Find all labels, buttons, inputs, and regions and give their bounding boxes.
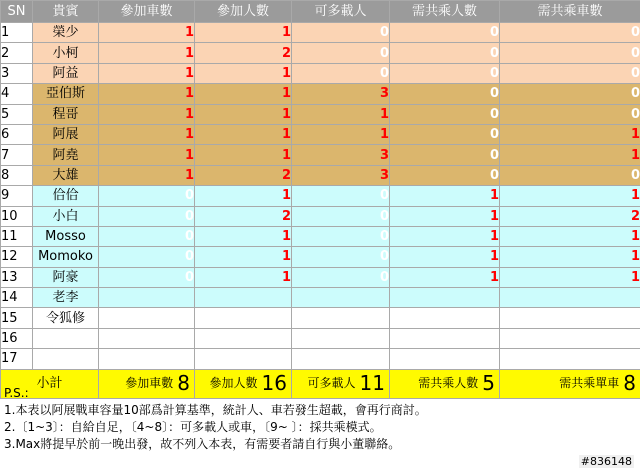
summary-people-value: 16 bbox=[261, 371, 287, 396]
cell-people[interactable] bbox=[195, 308, 292, 328]
summary-people-label: 參加人數 bbox=[209, 376, 258, 391]
header-extra-seats[interactable]: 可多載人 bbox=[292, 1, 390, 23]
cell-need-ride-people[interactable]: 1 bbox=[390, 186, 500, 206]
table-row bbox=[1, 84, 640, 104]
table-row bbox=[1, 247, 640, 267]
summary-cars-label: 參加車數 bbox=[125, 376, 174, 391]
cell-guest[interactable]: 小柯 bbox=[33, 43, 99, 63]
cell-cars[interactable]: 0 bbox=[99, 226, 195, 246]
cell-sn[interactable]: 3 bbox=[1, 63, 33, 83]
cell-cars[interactable]: 1 bbox=[99, 84, 195, 104]
summary-label[interactable]: 小計 bbox=[1, 369, 99, 398]
cell-extra-seats[interactable]: 0 bbox=[292, 206, 390, 226]
cell-guest[interactable]: 佮佮 bbox=[33, 186, 99, 206]
note-line-3: 3.Max將提早於前一晚出發，故不列入本表，有需要者請自行與小董聯絡。 bbox=[4, 437, 401, 451]
cell-sn[interactable]: 11 bbox=[1, 226, 33, 246]
cell-need-ride-cars[interactable]: 1 bbox=[500, 145, 640, 165]
cell-cars[interactable]: 1 bbox=[99, 104, 195, 124]
cell-extra-seats[interactable] bbox=[292, 328, 390, 348]
cell-cars[interactable]: 0 bbox=[99, 206, 195, 226]
cell-guest[interactable] bbox=[33, 349, 99, 369]
cell-people[interactable]: 1 bbox=[195, 104, 292, 124]
cell-cars[interactable]: 1 bbox=[99, 23, 195, 43]
cell-extra-seats[interactable] bbox=[292, 308, 390, 328]
cell-people[interactable]: 1 bbox=[195, 267, 292, 287]
cell-cars[interactable]: 1 bbox=[99, 145, 195, 165]
cell-need-ride-cars[interactable]: 1 bbox=[500, 247, 640, 267]
cell-need-ride-cars[interactable] bbox=[500, 349, 640, 369]
cell-cars[interactable]: 1 bbox=[99, 124, 195, 144]
cell-need-ride-cars[interactable]: 1 bbox=[500, 226, 640, 246]
table-row bbox=[1, 308, 640, 328]
cell-sn[interactable]: 15 bbox=[1, 308, 33, 328]
table-row bbox=[1, 165, 640, 185]
cell-need-ride-cars[interactable]: 0 bbox=[500, 23, 640, 43]
summary-need-people-value: 5 bbox=[482, 371, 495, 396]
table-row bbox=[1, 288, 640, 308]
table-row bbox=[1, 349, 640, 369]
cell-sn[interactable]: 16 bbox=[1, 328, 33, 348]
cell-sn[interactable]: 2 bbox=[1, 43, 33, 63]
cell-need-ride-cars[interactable]: 0 bbox=[500, 63, 640, 83]
cell-guest[interactable]: 阿展 bbox=[33, 124, 99, 144]
cell-extra-seats[interactable] bbox=[292, 288, 390, 308]
cell-need-ride-cars[interactable] bbox=[500, 288, 640, 308]
notes-title: P.S.: bbox=[4, 386, 29, 400]
cell-need-ride-cars[interactable] bbox=[500, 328, 640, 348]
cell-people[interactable] bbox=[195, 328, 292, 348]
cell-extra-seats[interactable]: 0 bbox=[292, 186, 390, 206]
summary-extra-value: 11 bbox=[359, 371, 385, 396]
cell-extra-seats[interactable]: 0 bbox=[292, 247, 390, 267]
cell-sn[interactable]: 4 bbox=[1, 84, 33, 104]
cell-need-ride-cars[interactable]: 0 bbox=[500, 43, 640, 63]
cell-guest[interactable]: 大雄 bbox=[33, 165, 99, 185]
cell-need-ride-cars[interactable]: 0 bbox=[500, 84, 640, 104]
cell-need-ride-people[interactable]: 0 bbox=[390, 165, 500, 185]
table-row bbox=[1, 23, 640, 43]
header-guest[interactable]: 貴賓 bbox=[33, 1, 99, 23]
cell-need-ride-people[interactable]: 0 bbox=[390, 43, 500, 63]
cell-guest[interactable]: 程哥 bbox=[33, 104, 99, 124]
cell-need-ride-people[interactable]: 1 bbox=[390, 247, 500, 267]
cell-extra-seats[interactable]: 1 bbox=[292, 124, 390, 144]
cell-need-ride-people[interactable]: 0 bbox=[390, 23, 500, 43]
cell-guest[interactable]: 小白 bbox=[33, 206, 99, 226]
note-line-1: 1.本表以阿展戰車容量10部爲計算基準，統計人、車若發生超載，會再行商討。 bbox=[4, 403, 427, 417]
header-need-ride-cars[interactable]: 需共乘車數 bbox=[500, 1, 640, 23]
cell-people[interactable] bbox=[195, 349, 292, 369]
cell-need-ride-cars[interactable] bbox=[500, 308, 640, 328]
cell-people[interactable]: 2 bbox=[195, 165, 292, 185]
header-row bbox=[1, 1, 640, 23]
header-cars[interactable]: 參加車數 bbox=[99, 1, 195, 23]
cell-people[interactable]: 1 bbox=[195, 23, 292, 43]
cell-people[interactable]: 1 bbox=[195, 145, 292, 165]
cell-people[interactable]: 1 bbox=[195, 226, 292, 246]
cell-extra-seats[interactable]: 0 bbox=[292, 226, 390, 246]
cell-cars[interactable] bbox=[99, 349, 195, 369]
cell-sn[interactable]: 17 bbox=[1, 349, 33, 369]
cell-guest[interactable]: 阿堯 bbox=[33, 145, 99, 165]
cell-guest[interactable]: 榮少 bbox=[33, 23, 99, 43]
cell-people[interactable]: 1 bbox=[195, 186, 292, 206]
cell-cars[interactable] bbox=[99, 288, 195, 308]
cell-need-ride-people[interactable] bbox=[390, 288, 500, 308]
header-sn[interactable]: SN bbox=[1, 1, 33, 23]
cell-need-ride-people[interactable]: 0 bbox=[390, 124, 500, 144]
cell-need-ride-people[interactable]: 0 bbox=[390, 63, 500, 83]
table-row bbox=[1, 104, 640, 124]
cell-need-ride-people[interactable]: 0 bbox=[390, 84, 500, 104]
cell-guest[interactable]: Momoko bbox=[33, 247, 99, 267]
watermark: #836148 bbox=[580, 455, 632, 468]
cell-cars[interactable]: 0 bbox=[99, 247, 195, 267]
cell-extra-seats[interactable]: 0 bbox=[292, 63, 390, 83]
cell-extra-seats[interactable]: 0 bbox=[292, 267, 390, 287]
cell-extra-seats[interactable]: 0 bbox=[292, 23, 390, 43]
cell-extra-seats[interactable]: 3 bbox=[292, 145, 390, 165]
cell-need-ride-people[interactable]: 0 bbox=[390, 145, 500, 165]
cell-sn[interactable]: 10 bbox=[1, 206, 33, 226]
table-row bbox=[1, 145, 640, 165]
cell-sn[interactable]: 5 bbox=[1, 104, 33, 124]
note-line-2: 2.〔1~3〕：自給自足，〔4~8〕：可多載人或車，〔9~ 〕：採共乘模式。 bbox=[4, 420, 382, 434]
summary-need-cars-label: 需共乘單車 bbox=[559, 376, 620, 391]
cell-need-ride-cars[interactable]: 1 bbox=[500, 124, 640, 144]
cell-guest[interactable]: Mosso bbox=[33, 226, 99, 246]
table-row bbox=[1, 43, 640, 63]
cell-need-ride-people[interactable]: 1 bbox=[390, 206, 500, 226]
summary-need-cars-value: 8 bbox=[623, 371, 636, 396]
cell-sn[interactable]: 9 bbox=[1, 186, 33, 206]
cell-people[interactable]: 1 bbox=[195, 124, 292, 144]
cell-extra-seats[interactable]: 3 bbox=[292, 165, 390, 185]
cell-sn[interactable]: 6 bbox=[1, 124, 33, 144]
cell-guest[interactable]: 亞伯斯 bbox=[33, 84, 99, 104]
cell-need-ride-people[interactable]: 1 bbox=[390, 226, 500, 246]
cell-sn[interactable]: 7 bbox=[1, 145, 33, 165]
summary-cars-value: 8 bbox=[177, 371, 190, 396]
cell-need-ride-people[interactable]: 1 bbox=[390, 267, 500, 287]
cell-need-ride-cars[interactable]: 1 bbox=[500, 267, 640, 287]
cell-people[interactable]: 1 bbox=[195, 247, 292, 267]
cell-cars[interactable] bbox=[99, 308, 195, 328]
cell-people[interactable]: 1 bbox=[195, 84, 292, 104]
cell-cars[interactable]: 0 bbox=[99, 186, 195, 206]
cell-guest[interactable] bbox=[33, 328, 99, 348]
cell-guest[interactable]: 阿益 bbox=[33, 63, 99, 83]
cell-extra-seats[interactable] bbox=[292, 349, 390, 369]
cell-sn[interactable]: 1 bbox=[1, 23, 33, 43]
summary-need-people-label: 需共乘人數 bbox=[418, 376, 479, 391]
cell-cars[interactable]: 1 bbox=[99, 165, 195, 185]
cell-sn[interactable]: 14 bbox=[1, 288, 33, 308]
summary-extra-label: 可多載人 bbox=[307, 376, 356, 391]
cell-extra-seats[interactable]: 0 bbox=[292, 43, 390, 63]
cell-people[interactable]: 2 bbox=[195, 206, 292, 226]
cell-need-ride-cars[interactable]: 1 bbox=[500, 186, 640, 206]
cell-extra-seats[interactable]: 3 bbox=[292, 84, 390, 104]
table-row bbox=[1, 124, 640, 144]
cell-people[interactable]: 2 bbox=[195, 43, 292, 63]
cell-cars[interactable]: 1 bbox=[99, 43, 195, 63]
cell-need-ride-cars[interactable]: 2 bbox=[500, 206, 640, 226]
table-row bbox=[1, 63, 640, 83]
cell-people[interactable]: 1 bbox=[195, 63, 292, 83]
cell-sn[interactable]: 8 bbox=[1, 165, 33, 185]
cell-cars[interactable]: 1 bbox=[99, 63, 195, 83]
cell-need-ride-people[interactable] bbox=[390, 349, 500, 369]
cell-need-ride-people[interactable] bbox=[390, 308, 500, 328]
cell-people[interactable] bbox=[195, 288, 292, 308]
cell-need-ride-people[interactable] bbox=[390, 328, 500, 348]
cell-need-ride-cars[interactable]: 0 bbox=[500, 104, 640, 124]
table-row bbox=[1, 267, 640, 287]
table-row bbox=[1, 206, 640, 226]
table-row bbox=[1, 186, 640, 206]
cell-need-ride-people[interactable]: 0 bbox=[390, 104, 500, 124]
table-row bbox=[1, 226, 640, 246]
notes-section bbox=[0, 385, 640, 470]
cell-sn[interactable]: 13 bbox=[1, 267, 33, 287]
cell-guest[interactable]: 老李 bbox=[33, 288, 99, 308]
cell-cars[interactable] bbox=[99, 328, 195, 348]
header-need-ride-people[interactable]: 需共乘人數 bbox=[390, 1, 500, 23]
header-people[interactable]: 參加人數 bbox=[195, 1, 292, 23]
cell-need-ride-cars[interactable]: 0 bbox=[500, 165, 640, 185]
cell-guest[interactable]: 阿豪 bbox=[33, 267, 99, 287]
cell-extra-seats[interactable]: 1 bbox=[292, 104, 390, 124]
cell-guest[interactable]: 令狐修 bbox=[33, 308, 99, 328]
table-row bbox=[1, 328, 640, 348]
cell-sn[interactable]: 12 bbox=[1, 247, 33, 267]
cell-cars[interactable]: 0 bbox=[99, 267, 195, 287]
